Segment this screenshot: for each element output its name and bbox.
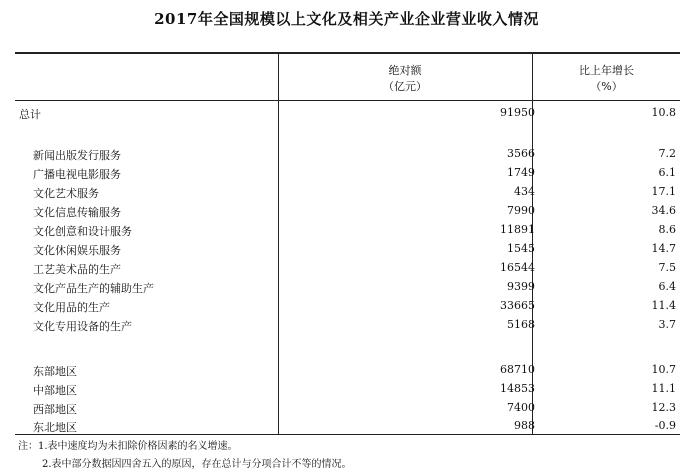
row-amount: 988 bbox=[514, 419, 535, 432]
header-growth-unit: （%） bbox=[590, 80, 623, 93]
row-amount: 1749 bbox=[507, 166, 535, 179]
row-growth: 10.7 bbox=[651, 363, 676, 376]
table-title: 2017年全国规模以上文化及相关产业企业营业收入情况 bbox=[154, 10, 539, 28]
table-row bbox=[15, 297, 680, 316]
table-row bbox=[15, 380, 680, 399]
row-label: 文化产品生产的辅助生产 bbox=[33, 282, 154, 295]
table-row bbox=[15, 417, 680, 436]
row-growth: 7.2 bbox=[658, 147, 676, 160]
row-growth: 6.4 bbox=[658, 280, 676, 293]
row-label: 总计 bbox=[19, 108, 41, 121]
row-growth: 17.1 bbox=[651, 185, 676, 198]
top-border bbox=[15, 52, 680, 54]
table-row bbox=[15, 399, 680, 418]
row-amount: 11891 bbox=[500, 223, 535, 236]
row-growth: 6.1 bbox=[658, 166, 676, 179]
row-amount: 5168 bbox=[507, 318, 535, 331]
header-divider bbox=[15, 100, 680, 101]
row-label: 文化艺术服务 bbox=[33, 187, 99, 200]
row-label: 东部地区 bbox=[33, 365, 77, 378]
row-label: 文化创意和设计服务 bbox=[33, 225, 132, 238]
row-label: 东北地区 bbox=[33, 421, 77, 434]
row-growth: 34.6 bbox=[651, 204, 676, 217]
table-row bbox=[15, 183, 680, 202]
row-amount: 14853 bbox=[500, 382, 535, 395]
table-row bbox=[15, 361, 680, 380]
table-row bbox=[15, 259, 680, 278]
row-growth: 8.6 bbox=[658, 223, 676, 236]
table-row bbox=[15, 164, 680, 183]
row-amount: 7400 bbox=[507, 401, 535, 414]
row-amount: 91950 bbox=[500, 106, 535, 119]
header-growth bbox=[533, 63, 680, 95]
row-label: 中部地区 bbox=[33, 384, 77, 397]
table-row-total bbox=[15, 104, 680, 123]
table-row bbox=[15, 278, 680, 297]
row-label: 工艺美术品的生产 bbox=[33, 263, 121, 276]
footnote-1: 注：1.表中速度均为未扣除价格因素的名义增速。 bbox=[18, 441, 238, 452]
row-label: 新闻出版发行服务 bbox=[33, 149, 121, 162]
table-row bbox=[15, 221, 680, 240]
row-amount: 3566 bbox=[507, 147, 535, 160]
row-label: 文化用品的生产 bbox=[33, 301, 110, 314]
table-row bbox=[15, 202, 680, 221]
table-row bbox=[15, 240, 680, 259]
table-row bbox=[15, 145, 680, 164]
header-amount-unit: （亿元） bbox=[383, 80, 427, 93]
row-growth: 7.5 bbox=[658, 261, 676, 274]
row-growth: 12.3 bbox=[651, 401, 676, 414]
row-growth: 11.1 bbox=[651, 382, 676, 395]
footnote-2: 2.表中部分数据因四舍五入的原因，存在总计与分项合计不等的情况。 bbox=[42, 459, 352, 470]
row-amount: 434 bbox=[514, 185, 535, 198]
header-growth-label: 比上年增长 bbox=[579, 64, 634, 77]
row-label: 文化专用设备的生产 bbox=[33, 320, 132, 333]
table-row bbox=[15, 316, 680, 335]
header-amount bbox=[279, 63, 531, 95]
row-label: 文化信息传输服务 bbox=[33, 206, 121, 219]
row-amount: 33665 bbox=[500, 299, 535, 312]
row-growth: 10.8 bbox=[651, 106, 676, 119]
row-label: 西部地区 bbox=[33, 403, 77, 416]
header-amount-label: 绝对额 bbox=[388, 64, 422, 77]
row-amount: 68710 bbox=[500, 363, 535, 376]
row-growth: 14.7 bbox=[651, 242, 676, 255]
row-growth: 3.7 bbox=[658, 318, 676, 331]
row-amount: 9399 bbox=[507, 280, 535, 293]
row-amount: 16544 bbox=[500, 261, 535, 274]
row-growth: 11.4 bbox=[651, 299, 676, 312]
row-label: 广播电视电影服务 bbox=[33, 168, 121, 181]
row-label: 文化休闲娱乐服务 bbox=[33, 244, 121, 257]
row-growth: -0.9 bbox=[654, 419, 676, 432]
row-amount: 1545 bbox=[507, 242, 535, 255]
row-amount: 7990 bbox=[507, 204, 535, 217]
